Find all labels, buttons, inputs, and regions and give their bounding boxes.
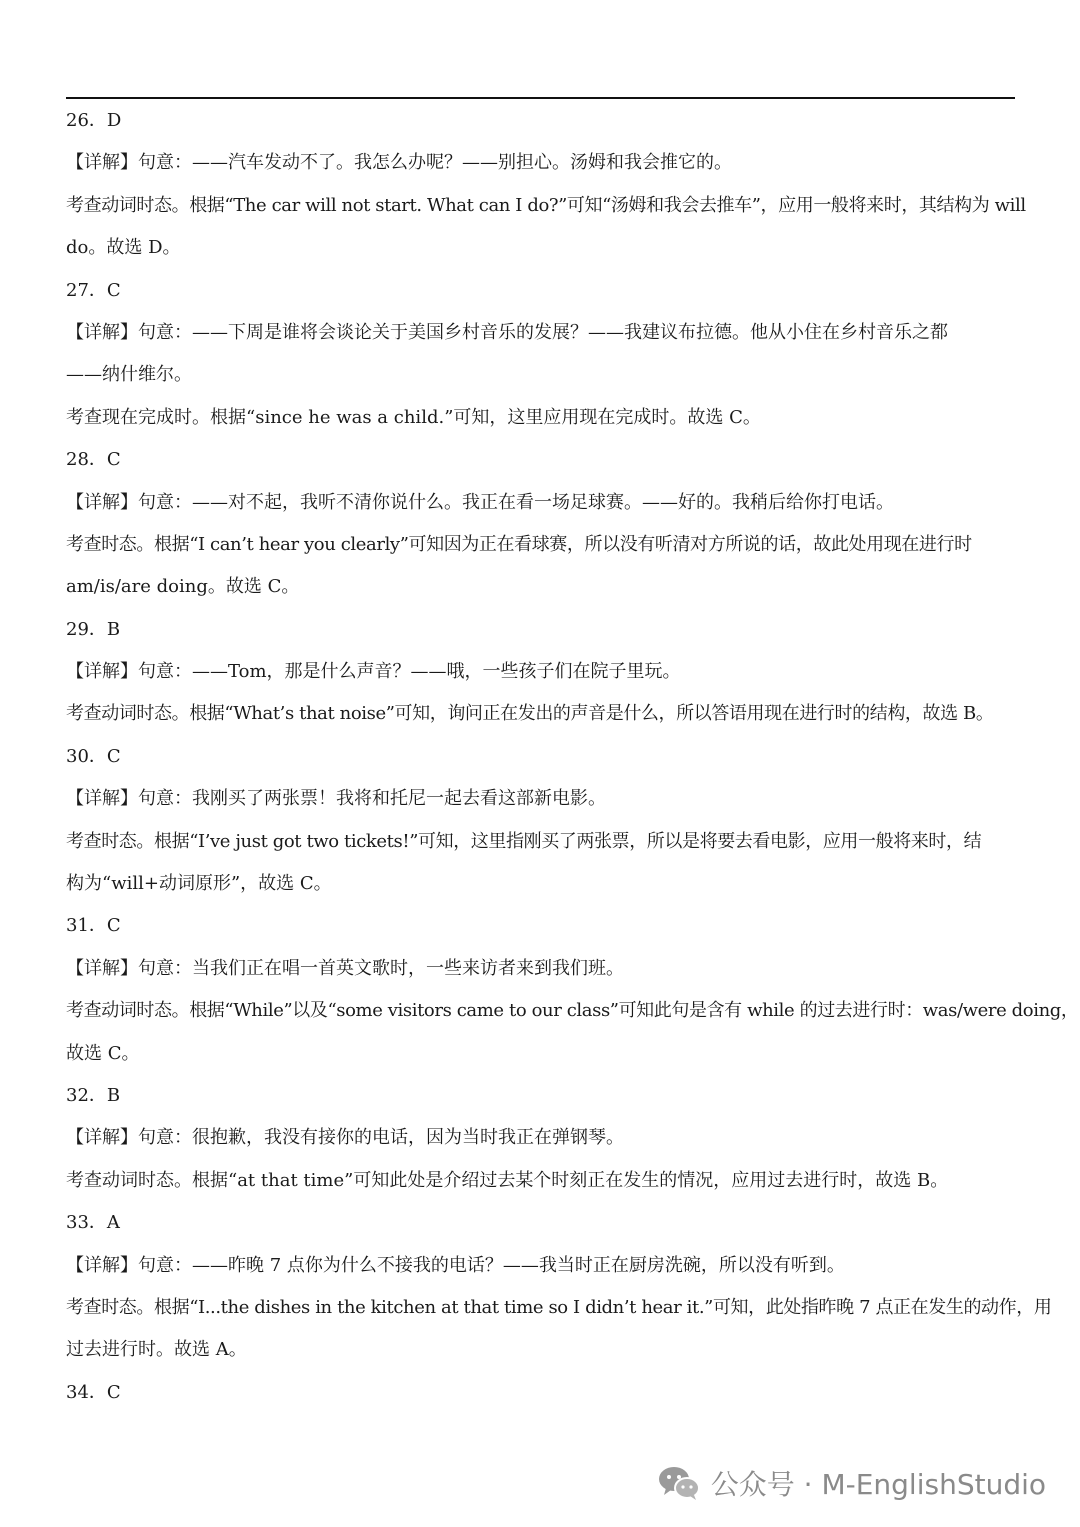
explanation-analysis: 考查时态。根据“I...the dishes in the kitchen at that time so I didn’t hear it.”可知，此处指昨晚 7 点正在发生的动作，用 xyxy=(66,1296,1052,1318)
explanation-meaning: 【详解】句意：——下周是谁将会谈论关于美国乡村音乐的发展？——我建议布拉德。他从小住在乡村音乐之都 xyxy=(66,321,948,343)
explanation-analysis-cont: 构为“will+动词原形”，故选 C。 xyxy=(66,873,332,895)
explanation-analysis: 考查动词时态。根据“at that time”可知此处是介绍过去某个时刻正在发生的情况，应用过去进行时，故选 B。 xyxy=(66,1169,949,1191)
explanation-meaning-cont: ——纳什维尔。 xyxy=(66,364,192,386)
watermark-text: 公众号 · M-EnglishStudio xyxy=(710,1468,1046,1501)
explanation-meaning: 【详解】句意：我刚买了两张票！我将和托尼一起去看这部新电影。 xyxy=(66,788,606,810)
answer-number: 30．C xyxy=(66,745,121,767)
explanation-analysis-cont: do。故选 D。 xyxy=(66,237,181,259)
answer-explanations xyxy=(66,100,1079,1414)
answer-number: 31．C xyxy=(66,915,121,937)
explanation-analysis-cont: am/is/are doing。故选 C。 xyxy=(66,576,300,598)
explanation-meaning: 【详解】句意：——汽车发动不了。我怎么办呢？——别担心。汤姆和我会推它的。 xyxy=(66,152,732,174)
explanation-analysis: 考查时态。根据“I can’t hear you clearly”可知因为正在看球赛，所以没有听清对方所说的话，故此处用现在进行时 xyxy=(66,533,972,555)
header-rule xyxy=(66,97,1015,99)
explanation-meaning: 【详解】句意：——对不起，我听不清你说什么。我正在看一场足球赛。——好的。我稍后给你打电话。 xyxy=(66,491,894,513)
watermark xyxy=(657,1458,1046,1508)
explanation-analysis-cont: 过去进行时。故选 A。 xyxy=(66,1339,247,1361)
wechat-icon xyxy=(657,1464,701,1502)
answer-number: 34．C xyxy=(66,1381,121,1403)
answer-number: 27．C xyxy=(66,279,121,301)
explanation-meaning: 【详解】句意：很抱歉，我没有接你的电话，因为当时我正在弹钢琴。 xyxy=(66,1127,624,1149)
answer-number: 33．A xyxy=(66,1212,120,1234)
explanation-meaning: 【详解】句意：当我们正在唱一首英文歌时，一些来访者来到我们班。 xyxy=(66,957,624,979)
answer-number: 26．D xyxy=(66,110,122,131)
explanation-analysis: 考查动词时态。根据“What’s that noise”可知，询问正在发出的声音是什么，所以答语用现在进行时的结构，故选 B。 xyxy=(66,703,994,725)
explanation-analysis-cont: 故选 C。 xyxy=(66,1042,140,1064)
explanation-analysis: 考查动词时态。根据“While”以及“some visitors came to our class”可知此句是含有 while 的过去进行时：was/were doing， xyxy=(66,1000,1079,1022)
explanation-analysis: 考查时态。根据“I’ve just got two tickets!”可知，这里指刚买了两张票，所以是将要去看电影，应用一般将来时，结 xyxy=(66,830,982,852)
answer-number: 32．B xyxy=(66,1084,121,1106)
answer-number: 28．C xyxy=(66,449,121,471)
explanation-meaning: 【详解】句意：——昨晚 7 点你为什么不接我的电话？——我当时正在厨房洗碗，所以没有听到。 xyxy=(66,1254,845,1276)
explanation-analysis: 考查现在完成时。根据“since he was a child.”可知，这里应用现在完成时。故选 C。 xyxy=(66,406,761,428)
explanation-analysis: 考查动词时态。根据“The car will not start. What can I do?”可知“汤姆和我会去推车”，应用一般将来时，其结构为 will xyxy=(66,194,1026,216)
explanation-meaning: 【详解】句意：——Tom，那是什么声音？——哦，一些孩子们在院子里玩。 xyxy=(66,661,681,683)
answer-number: 29．B xyxy=(66,618,121,640)
